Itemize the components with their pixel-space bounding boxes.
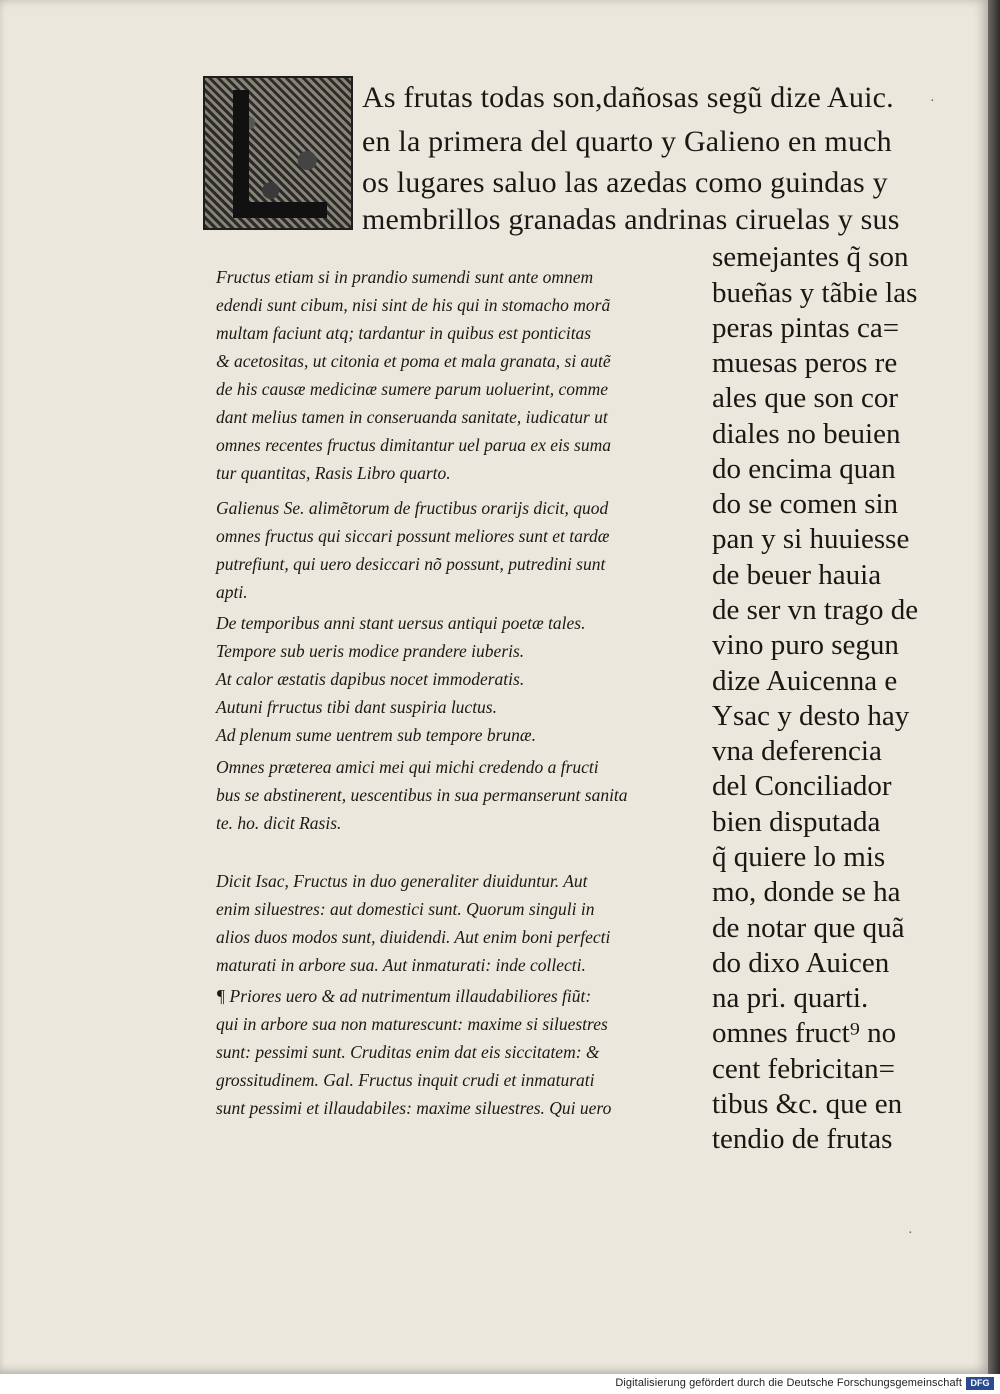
right-column-line: muesas peros re — [712, 347, 898, 379]
right-column-line: bien disputada — [712, 806, 881, 838]
right-column-line: de notar que quã — [712, 912, 905, 944]
latin-commentary-line: Galienus Se. alimẽtorum de fructibus orarijs dicit, quod — [216, 498, 609, 518]
right-column-line: de beuer hauia — [712, 559, 882, 591]
right-column-line: cent febricitan= — [712, 1053, 896, 1085]
right-column-line: do se comen sin — [712, 488, 899, 520]
right-column-line: pan y si huuiesse — [712, 523, 910, 555]
latin-commentary-line: de his causæ medicinæ sumere parum uoluerint, comme — [216, 379, 609, 399]
right-column-line: do encima quan — [712, 453, 896, 485]
latin-commentary-line: Dicit Isac, Fructus in duo generaliter diuiduntur. Aut — [216, 871, 588, 891]
right-column-line: dize Auicenna e — [712, 665, 898, 697]
right-column-line: q̃ quiere lo mis — [712, 841, 886, 873]
initial-letter-l-shape — [233, 90, 327, 218]
heading-line: membrillos granadas andrinas ciruelas y sus — [362, 203, 900, 236]
latin-commentary-line: alios duos modos sunt, diuidendi. Aut enim boni perfecti — [216, 927, 611, 947]
right-column-line: de ser vn trago de — [712, 594, 919, 626]
latin-commentary-line: ¶ Priores uero & ad nutrimentum illaudabiliores fiũt: — [216, 986, 592, 1006]
latin-commentary-line: Tempore sub ueris modice prandere iuberis. — [216, 641, 525, 661]
right-column-line: bueñas y tãbie las — [712, 277, 918, 309]
right-column-line: semejantes q̃ son — [712, 241, 909, 273]
latin-commentary-line: grossitudinem. Gal. Fructus inquit crudi et inmaturati — [216, 1070, 595, 1090]
latin-commentary-line: dant melius tamen in conseruanda sanitate, iudicatur ut — [216, 407, 608, 427]
footer-bar — [0, 1374, 1000, 1394]
latin-commentary-line: enim siluestres: aut domestici sunt. Quorum singuli in — [216, 899, 595, 919]
latin-commentary-line: Ad plenum sume uentrem sub tempore brunæ. — [216, 725, 536, 745]
latin-commentary-line: maturati in arbore sua. Aut inmaturati: inde collecti. — [216, 955, 586, 975]
heading-line: As frutas todas son,dañosas segũ dize Auic. — [362, 81, 894, 114]
right-column-line: diales no beuien — [712, 418, 901, 450]
right-column-line: omnes fruct⁹ no — [712, 1017, 897, 1049]
right-column-line: ales que son cor — [712, 382, 899, 414]
right-column-line: do dixo Auicen — [712, 947, 890, 979]
heading-line: os lugares saluo las azedas como guindas y — [362, 166, 888, 199]
latin-commentary-line: Fructus etiam si in prandio sumendi sunt ante omnem — [216, 267, 594, 287]
latin-commentary-line: De temporibus anni stant uersus antiqui poetæ tales. — [216, 613, 586, 633]
latin-commentary-line: te. ho. dicit Rasis. — [216, 813, 342, 833]
latin-commentary-line: & acetositas, ut citonia et poma et mala granata, si autẽ — [216, 351, 611, 371]
latin-commentary-line: apti. — [216, 582, 248, 602]
latin-commentary-line: omnes recentes fructus dimitantur uel parua ex eis suma — [216, 435, 611, 455]
latin-commentary-line: qui in arbore sua non maturescunt: maxime si siluestres — [216, 1014, 608, 1034]
latin-commentary-line: Autuni frructus tibi dant suspiria luctus. — [216, 697, 497, 717]
right-column-line: Ysac y desto hay — [712, 700, 910, 732]
latin-commentary-line: tur quantitas, Rasis Libro quarto. — [216, 463, 451, 483]
decorated-initial-letter — [203, 76, 353, 230]
heading-line: en la primera del quarto y Galieno en much — [362, 125, 892, 158]
latin-commentary-line: sunt: pessimi sunt. Cruditas enim dat eis siccitatem: & — [216, 1042, 600, 1062]
right-column-line: vino puro segun — [712, 629, 899, 661]
latin-commentary-line: putrefiunt, qui uero desiccari nõ possunt, putredini sunt — [216, 554, 606, 574]
right-column-line: mo, donde se ha — [712, 876, 901, 908]
latin-commentary-line: multam faciunt atq; tardantur in quibus est ponticitas — [216, 323, 592, 343]
ink-speck: · — [930, 94, 935, 109]
right-column-line: na pri. quarti. — [712, 982, 869, 1014]
latin-commentary-line: edendi sunt cibum, nisi sint de his qui in stomacho morã — [216, 295, 611, 315]
dfg-logo-icon: DFG — [966, 1377, 994, 1390]
latin-commentary-line: At calor æstatis dapibus nocet immoderatis. — [216, 669, 525, 689]
latin-commentary-line: sunt pessimi et illaudabiles: maxime siluestres. Qui uero — [216, 1098, 612, 1118]
latin-commentary-line: omnes fructus qui siccari possunt meliores sunt et tardæ — [216, 526, 610, 546]
right-column-line: vna deferencia — [712, 735, 882, 767]
right-column-line: peras pintas ca= — [712, 312, 900, 344]
page-edge-shadow — [988, 0, 1000, 1374]
right-column-line: del Conciliador — [712, 770, 892, 802]
ink-speck: · — [908, 1226, 913, 1241]
right-column-line: tendio de frutas — [712, 1123, 893, 1155]
latin-commentary-line: bus se abstinerent, uescentibus in sua permanserunt sanita — [216, 785, 628, 805]
latin-commentary-line: Omnes præterea amici mei qui michi credendo a fructi — [216, 757, 599, 777]
right-column-line: tibus &c. que en — [712, 1088, 903, 1120]
footer-credit-text: Digitalisierung gefördert durch die Deutsche Forschungsgemeinschaft — [615, 1377, 962, 1389]
